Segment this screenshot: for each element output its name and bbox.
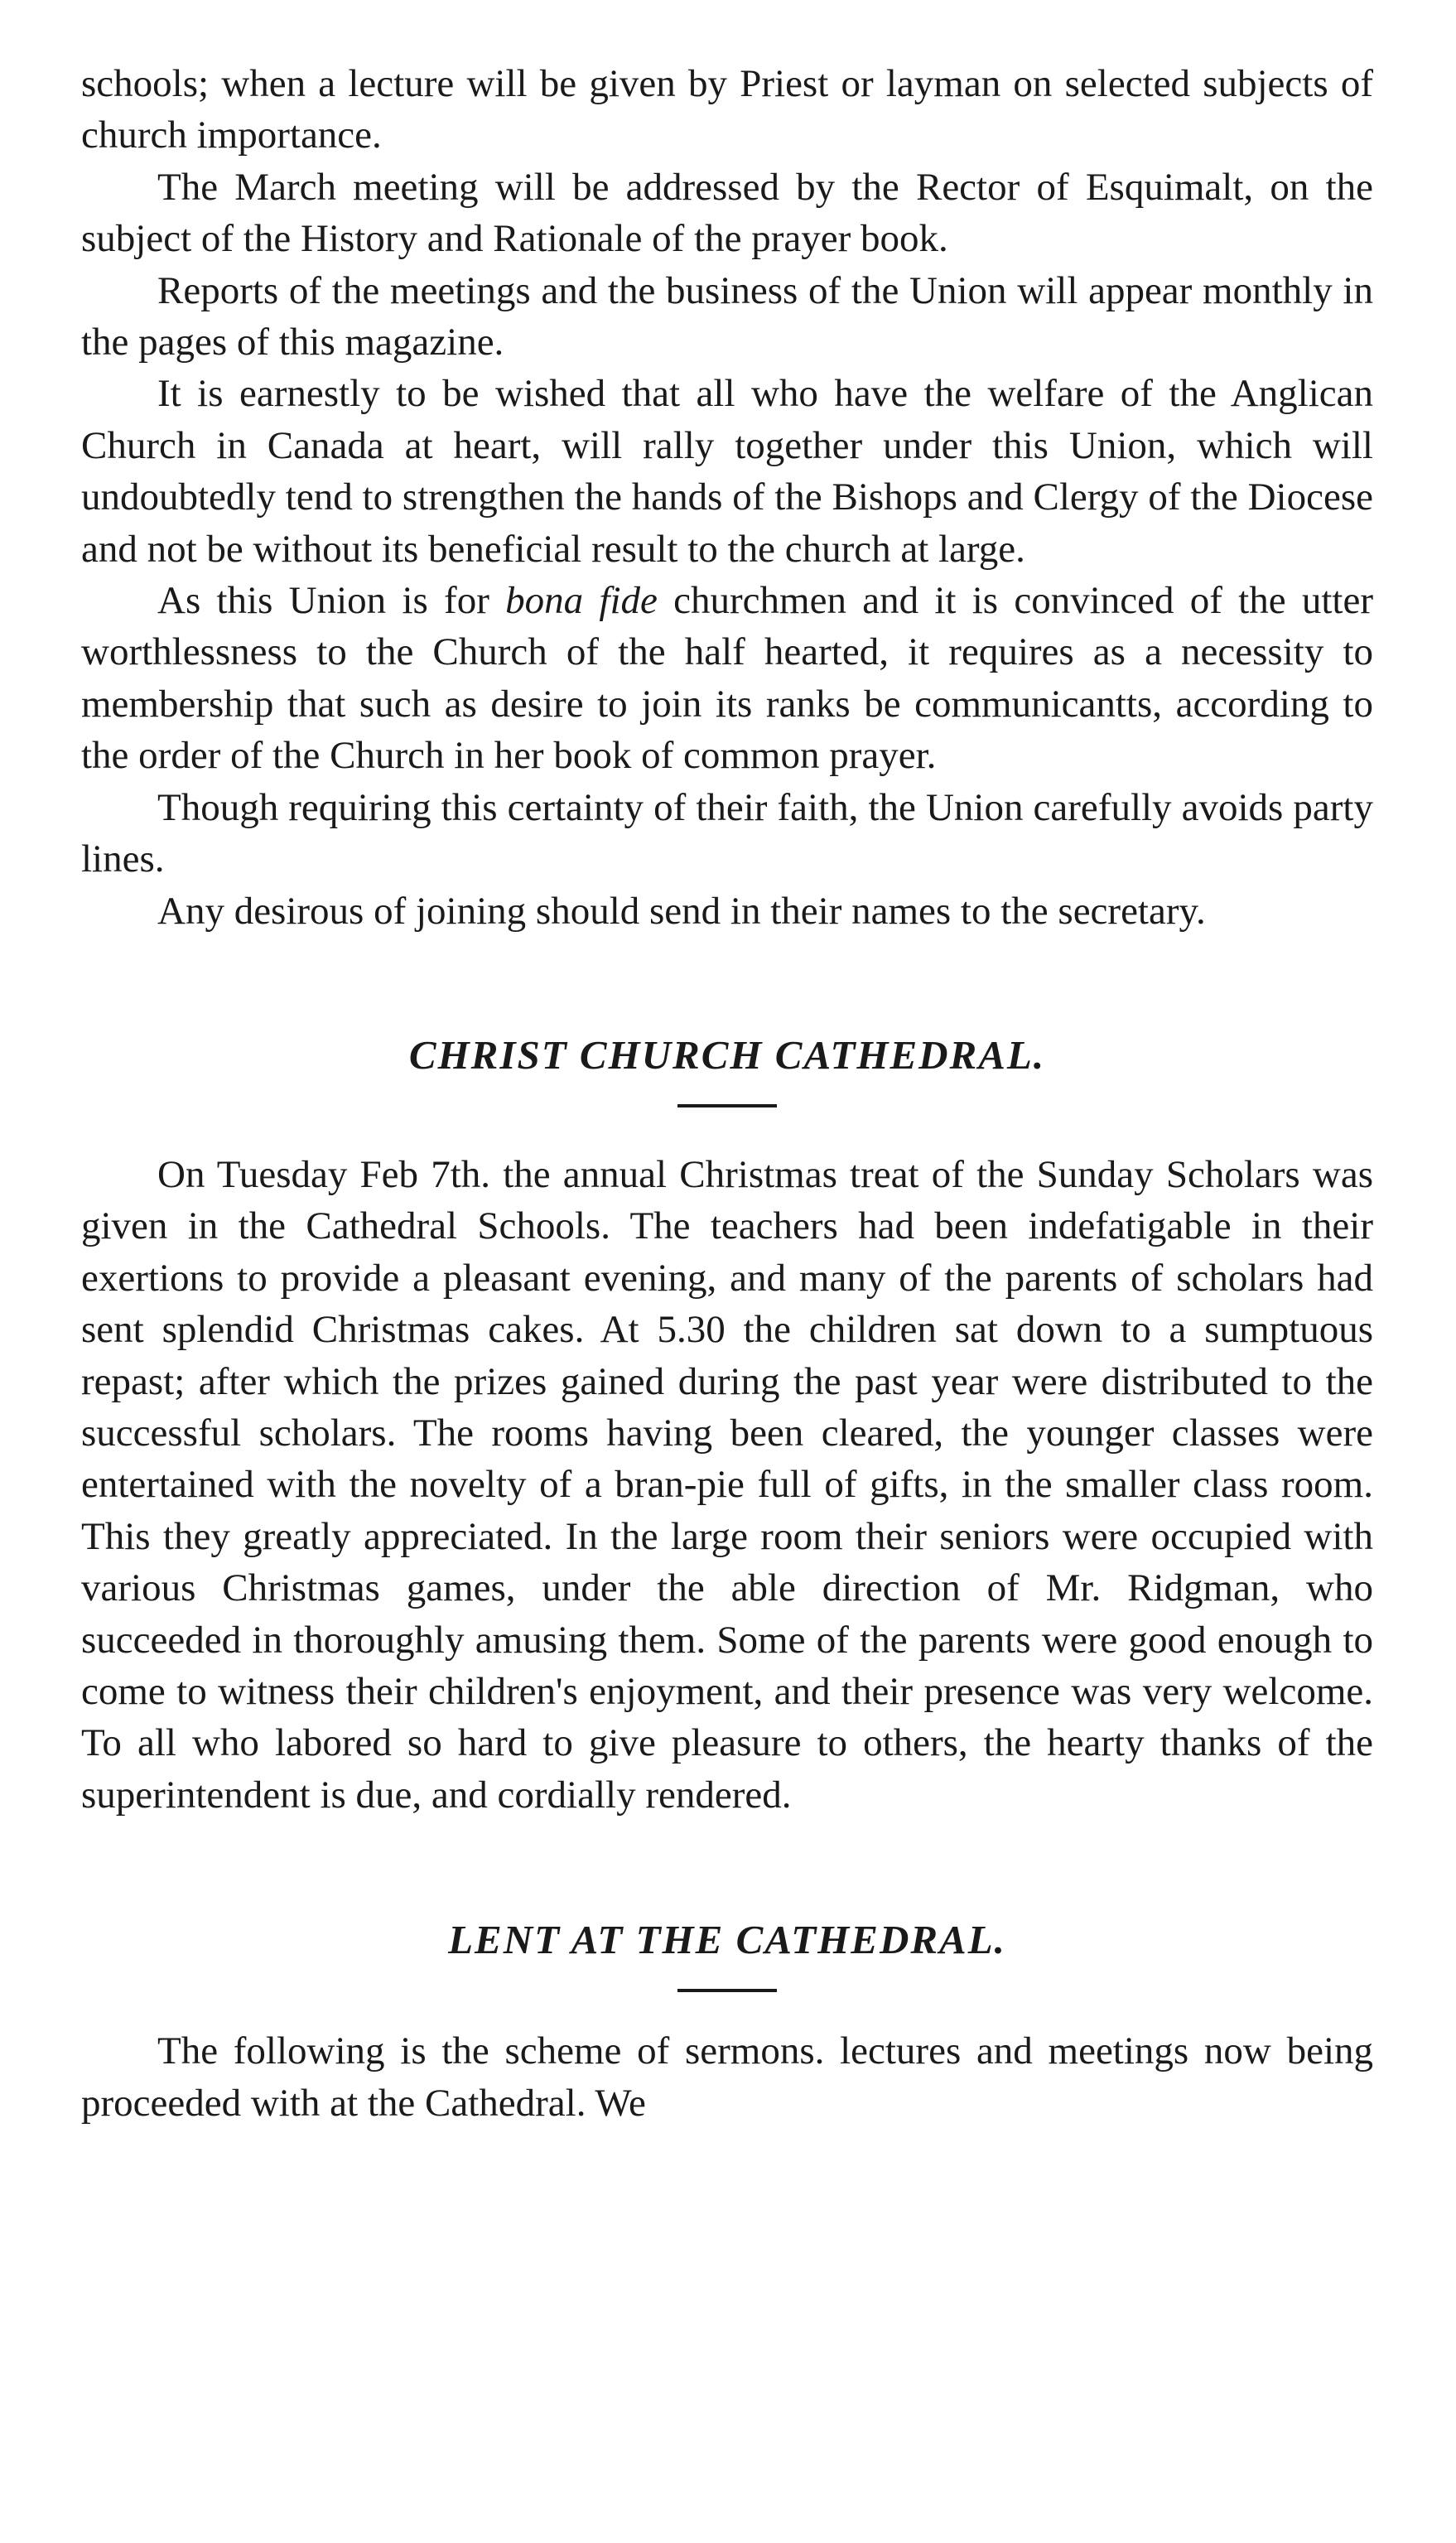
union-section — [81, 58, 1373, 937]
union-paragraph-1: schools; when a lecture will be given by Priest or layman on selected subjects of church importance. — [81, 62, 1373, 157]
union-paragraph-3: Reports of the meetings and the business of the Union will appear monthly in the pages of this magazine. — [81, 268, 1373, 364]
union-paragraph-5-end: churchmen and it is convinced of the utter worthlessness to the Church of the half hearted, it requires as a necessity to membership that such as desire to join its ranks be communicantts, according to the order of the Church in her book of common prayer. — [81, 579, 1373, 778]
union-paragraph-4: It is earnestly to be wished that all who have the welfare of the Anglican Church in Canada at heart, will rally together under this Union, which will undoubtedly tend to strengthen the hands of the Bishops and Clergy of the Diocese and not be without its beneficial result to the church at large. — [81, 372, 1373, 571]
lent-paragraph: The following is the scheme of sermons. lectures and meetings now being proceeded with at the Cathedral. We — [81, 2029, 1373, 2125]
union-paragraph-5 — [81, 575, 1373, 782]
cathedral-section — [81, 1030, 1373, 1821]
union-paragraph-6: Though requiring this certainty of their faith, the Union carefully avoids party lines. — [81, 785, 1373, 881]
union-paragraph-2: The March meeting will be addressed by the Rector of Esquimalt, on the subject of the History and Rationale of the prayer book. — [81, 165, 1373, 261]
lent-section — [81, 1914, 1373, 2129]
document-page — [81, 58, 1373, 2129]
union-paragraph-5-start: As this Union is for — [157, 579, 506, 623]
cathedral-paragraph: On Tuesday Feb 7th. the annual Christmas treat of the Sunday Scholars was given in the Cathedral Schools. The teachers had been indefatigable in their exertions to provide a pleasant evening, and many of the parents of scholars had sent splendid Christmas cakes. At 5.30 the children sat down to a sumptuous repast; after which the prizes gained during the past year were distributed to the successful scholars. The rooms having been cleared, the younger classes were entertained with the novelty of a bran-pie full of gifts, in the smaller class room. This they greatly appreciated. In the large room their seniors were occupied with various Christmas games, under the able direction of Mr. Ridgman, who succeeded in thoroughly amusing them. Some of the parents were good enough to come to witness their children's enjoyment, and their presence was very welcome. To all who labored so hard to give pleasure to others, the hearty thanks of the superintendent is due, and cordially rendered. — [81, 1152, 1373, 1817]
lent-heading: LENT AT THE CATHEDRAL. — [448, 1917, 1006, 1963]
bona-fide-italic: bona fide — [505, 579, 658, 623]
cathedral-heading: CHRIST CHURCH CATHEDRAL. — [408, 1031, 1046, 1078]
union-paragraph-7: Any desirous of joining should send in their names to the secretary. — [157, 889, 1206, 933]
